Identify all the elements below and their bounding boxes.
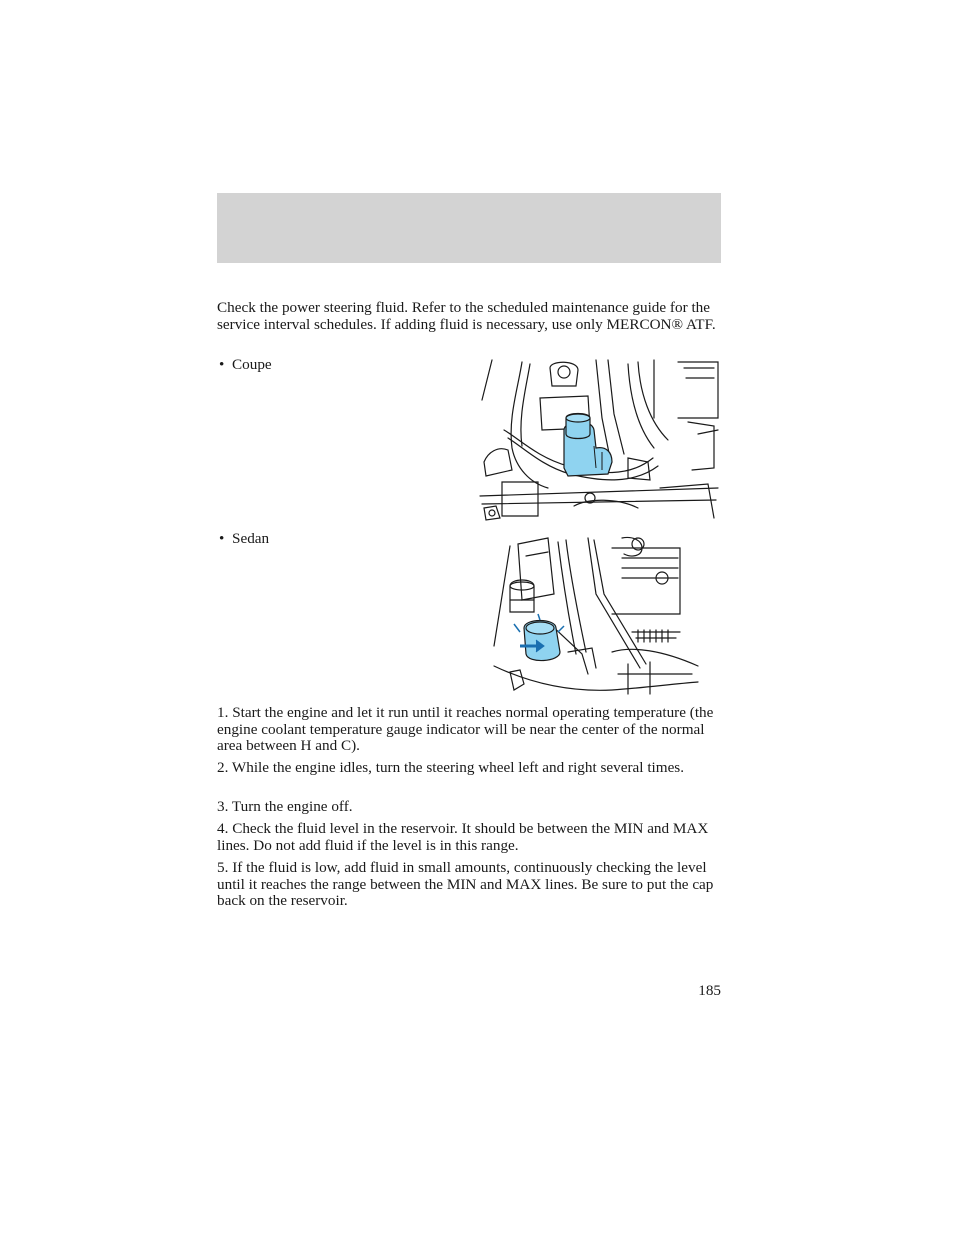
bullet-marker: •	[219, 530, 225, 547]
bullet-label-sedan: Sedan	[232, 530, 270, 547]
bullet-coupe	[219, 356, 272, 373]
bullet-label-coupe: Coupe	[232, 356, 272, 373]
section-header-band	[217, 193, 721, 263]
step-4: 4. Check the fluid level in the reservoir. It should be between the MIN and MAX lines. Do not add fluid if the level is in this range.	[217, 820, 709, 854]
bullet-marker: •	[219, 356, 225, 373]
reservoir-highlight	[564, 414, 612, 477]
intro-paragraph: Check the power steering fluid. Refer to the scheduled maintenance guide for the service interval schedules. If adding fluid is necessary, use only MERCON® ATF.	[217, 299, 716, 333]
reservoir-highlight	[514, 614, 564, 661]
coupe-engine-illustration	[478, 358, 721, 522]
step-3: 3. Turn the engine off.	[217, 798, 353, 815]
page-number: 185	[698, 982, 721, 999]
bullet-sedan	[219, 530, 269, 547]
sedan-engine-illustration	[492, 534, 700, 696]
step-1: 1. Start the engine and let it run until it reaches normal operating temperature (the engine coolant temperature gauge indicator will be near the center of the normal area between H and C).	[217, 704, 714, 755]
step-2: 2. While the engine idles, turn the steering wheel left and right several times.	[217, 759, 685, 776]
step-5: 5. If the fluid is low, add fluid in small amounts, continuously checking the level until it reaches the range between the MIN and MAX lines. Be sure to put the cap back on the reservoir.	[217, 859, 714, 910]
